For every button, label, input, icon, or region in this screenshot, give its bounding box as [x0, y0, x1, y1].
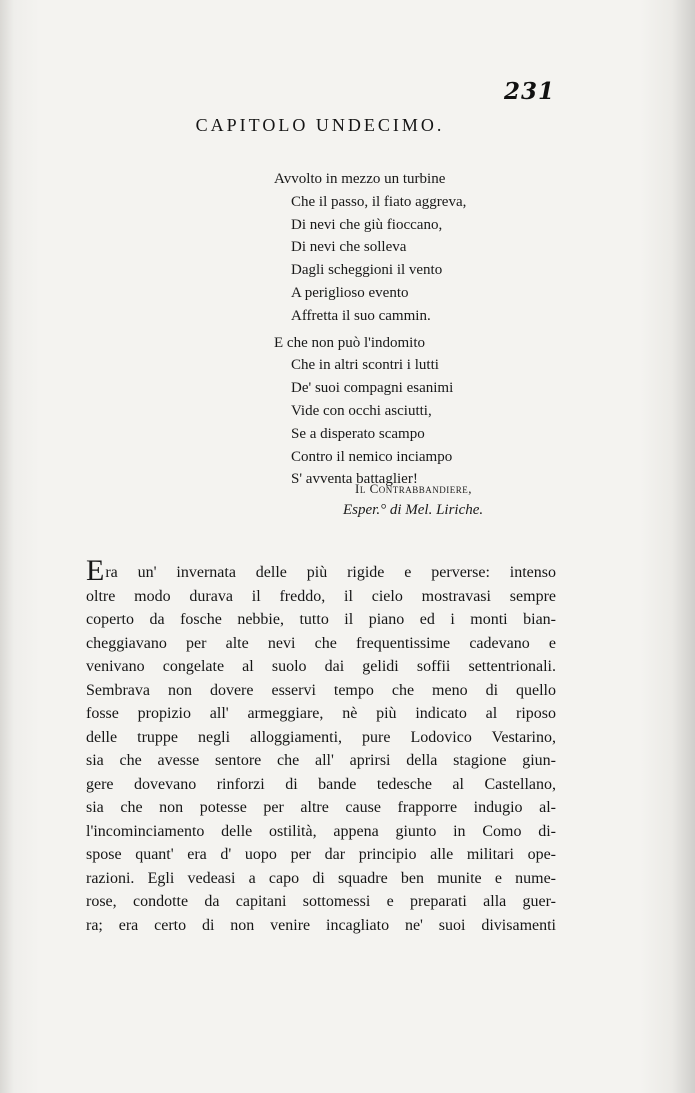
- verse-line: De' suoi compagni esanimi: [291, 380, 454, 397]
- prose-line: l'incominciamento delle ostilità, appena giunto in Como di-: [86, 822, 556, 840]
- verse-line: Di nevi che solleva: [291, 239, 407, 256]
- prose-line: fosse propizio all' armeggiare, nè più indicato al riposo: [86, 705, 556, 722]
- prose-line: sia che avesse sentore che all' aprirsi della stagione giun-: [86, 752, 556, 769]
- verse-line: A periglioso evento: [291, 284, 409, 301]
- verse-line: Che in altri scontri i lutti: [291, 357, 439, 374]
- prose-line: rose, condotte da capitani sottomessi e preparati alla guer-: [86, 893, 556, 910]
- prose-line: sia che non potesse per altre cause frapporre indugio al-: [86, 799, 556, 816]
- verse-line: Se a disperato scampo: [291, 425, 425, 442]
- epigraph-source: Esper.° di Mel. Liriche.: [343, 502, 484, 518]
- verse-line: Avvolto in mezzo un turbine: [274, 171, 446, 187]
- epigraph-author: Il Contrabbandiere,: [355, 481, 472, 496]
- prose-line: razioni. Egli vedeasi a capo di squadre ben munite e nume-: [86, 869, 556, 887]
- prose-line: gere dovevano rinforzi di bande tedesche al Castellano,: [86, 775, 556, 793]
- first-line-text: ra un' invernata delle più rigide e perverse: intenso: [105, 564, 556, 581]
- poem-stanza-1: [274, 168, 554, 328]
- body-paragraph: [86, 554, 556, 937]
- epigraph-poem: [274, 168, 554, 491]
- verse-line: Vide con occhi asciutti,: [291, 402, 432, 419]
- prose-line: delle truppe negli alloggiamenti, pure Lodovico Vestarino,: [86, 728, 556, 746]
- prose-line-first: [86, 554, 556, 587]
- verse-line: Dagli scheggioni il vento: [291, 262, 443, 279]
- prose-line: oltre modo durava il freddo, il cielo mostravasi sempre: [86, 587, 556, 605]
- page-number: 231: [504, 78, 556, 105]
- verse-line: Affretta il suo cammin.: [291, 307, 431, 324]
- verse-line: S' avventa battaglier!: [291, 471, 418, 488]
- prose-line: spose quant' era d' uopo per dar principio alle militari ope-: [86, 846, 556, 863]
- prose-line: cheggiavano per alte nevi che frequentissime cadevano e: [86, 634, 556, 652]
- verse-line: Contro il nemico inciampo: [291, 448, 453, 465]
- prose-line: ra; era certo di non venire incagliato ne' suoi divisamenti: [86, 916, 556, 934]
- poem-stanza-2: [274, 332, 554, 492]
- prose-line: Sembrava non dovere esservi tempo che meno di quello: [86, 681, 556, 699]
- chapter-title: CAPITOLO UNDECIMO.: [195, 115, 445, 135]
- prose-line: venivano congelate al suolo dai gelidi soffii settentrionali.: [86, 658, 556, 675]
- drop-cap: E: [86, 554, 105, 587]
- verse-line: Che il passo, il fiato aggreva,: [291, 193, 467, 210]
- verse-line: Di nevi che giù fioccano,: [291, 216, 443, 233]
- prose-line: coperto da fosche nebbie, tutto il piano ed i monti bian-: [86, 611, 556, 628]
- verse-line: E che non può l'indomito: [274, 334, 426, 351]
